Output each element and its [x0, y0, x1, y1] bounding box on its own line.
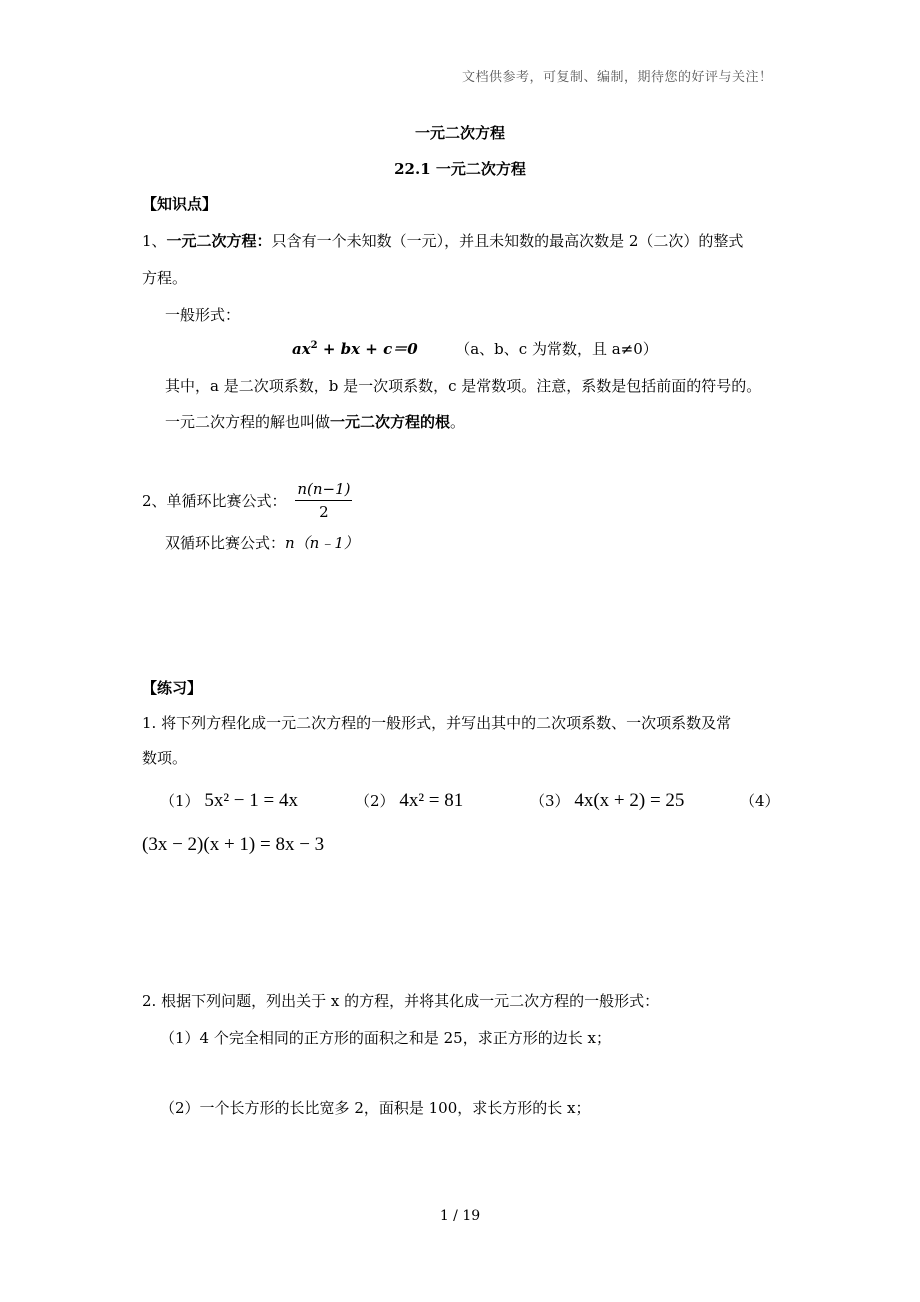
- root-text-end: 。: [450, 413, 466, 431]
- question-1-text: 1. 将下列方程化成一元二次方程的一般形式，并写出其中的二次项系数、一次项系数及常: [142, 714, 732, 732]
- root-text: [165, 411, 465, 432]
- round-robin-formula: [142, 480, 352, 521]
- term-quadratic-equation: 一元二次方程：: [166, 232, 272, 250]
- knowledge-item-1: [142, 230, 743, 251]
- definition-text: 只含有一个未知数（一元），并且未知数的最高次数是 2（二次）的整式: [271, 232, 744, 250]
- q1-equation-4-label: （4）: [740, 792, 780, 810]
- definition-text-cont: 方程。: [142, 269, 188, 287]
- fraction-denominator: 2: [319, 503, 329, 521]
- q1-equation-2: [355, 790, 463, 812]
- general-form-equation: [292, 338, 658, 359]
- equation-label: （2）: [355, 792, 395, 810]
- general-form-note: （a、b、c 为常数，且 a≠0）: [455, 340, 658, 358]
- eq-ax: ax: [292, 340, 311, 358]
- eq-rest: + bx + c＝0: [317, 340, 418, 358]
- question-1-text-cont: 数项。: [142, 749, 188, 767]
- question-2-sub-1: （1）4 个完全相同的正方形的面积之和是 25，求正方形的边长 x；: [160, 1029, 611, 1047]
- equation-label: （3）: [530, 792, 570, 810]
- page-title: 一元二次方程: [414, 124, 505, 142]
- root-text-bold: 一元二次方程的根: [330, 413, 451, 431]
- question-2-text: 2. 根据下列问题，列出关于 x 的方程，并将其化成一元二次方程的一般形式：: [142, 992, 660, 1010]
- fraction-numerator: n(n−1): [295, 480, 352, 501]
- double-round-robin-formula: n（n﹣1）: [285, 534, 359, 552]
- practice-heading: 【练习】: [142, 679, 203, 697]
- coefficient-text: 其中，a 是二次项系数，b 是一次项系数，c 是常数项。注意，系数是包括前面的符号的。: [165, 377, 762, 395]
- double-round-robin: [165, 532, 359, 553]
- header-note: 文档供参考，可复制、编制，期待您的好评与关注！: [462, 70, 773, 85]
- equation-expression: 4x(x + 2) = 25: [574, 790, 685, 811]
- q1-equation-1: [160, 790, 298, 812]
- double-round-robin-label: 双循环比赛公式：: [165, 534, 286, 552]
- section-title: 22.1 一元二次方程: [394, 160, 526, 178]
- q1-equation-3: [530, 790, 684, 812]
- q1-equation-4: (3x − 2)(x + 1) = 8x − 3: [142, 834, 325, 855]
- item-number: 1、: [142, 232, 167, 250]
- equation-label: （1）: [160, 792, 200, 810]
- page-number: 1 / 19: [439, 1208, 481, 1224]
- equation-expression: 4x² = 81: [399, 790, 464, 811]
- eq-exponent: 2: [310, 340, 318, 351]
- question-2-sub-2: （2）一个长方形的长比宽多 2，面积是 100，求长方形的长 x；: [160, 1099, 591, 1117]
- knowledge-heading: 【知识点】: [142, 195, 218, 213]
- round-robin-fraction: [295, 480, 352, 521]
- equation-expression: 5x² − 1 = 4x: [204, 790, 298, 811]
- root-text-plain: 一元二次方程的解也叫做: [165, 413, 331, 431]
- round-robin-label: 2、单循环比赛公式：: [142, 492, 287, 510]
- general-form-label: 一般形式：: [165, 306, 241, 324]
